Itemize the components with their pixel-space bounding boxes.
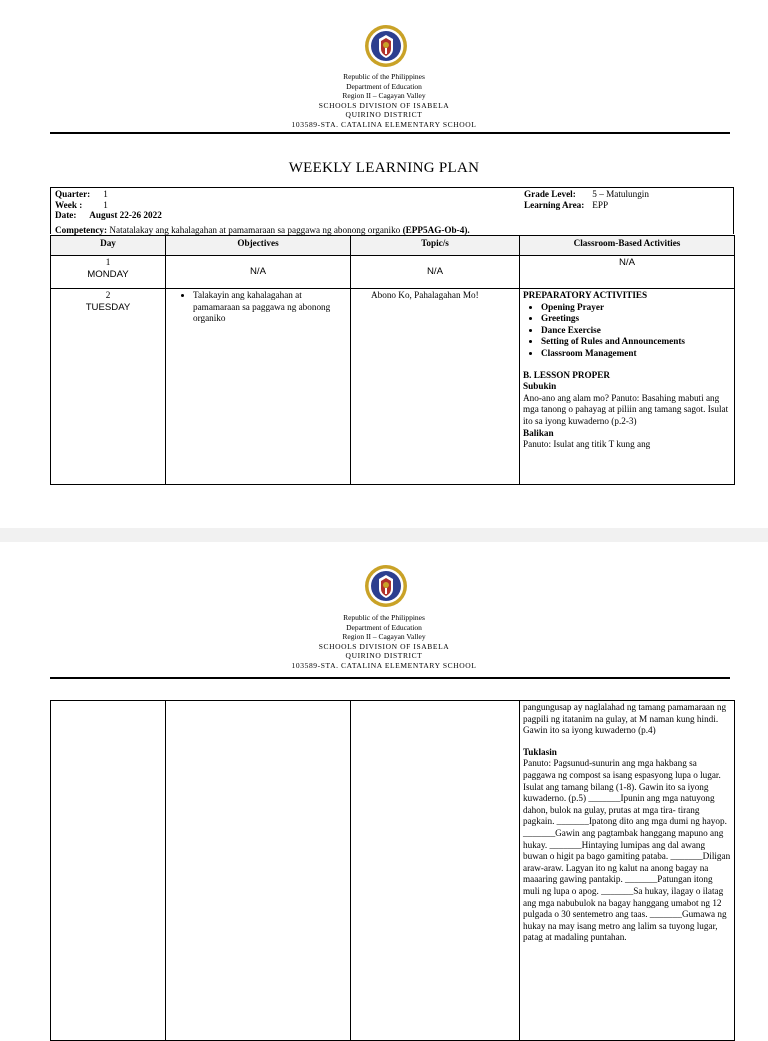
letterhead	[0, 72, 768, 130]
letterhead-line: QUIRINO DISTRICT	[345, 651, 423, 661]
letterhead-line: 103589-STA. CATALINA ELEMENTARY SCHOOL	[291, 119, 477, 129]
table-row	[51, 701, 735, 1041]
balikan-text: Panuto: Isulat ang titik T kung ang	[523, 439, 651, 450]
day-name: TUESDAY	[85, 301, 131, 313]
column-header: Classroom-Based Activities	[520, 236, 735, 256]
section-title: B. LESSON PROPER	[523, 369, 611, 380]
quarter-label: Quarter:	[55, 189, 91, 199]
plan-table-continued	[50, 700, 735, 1041]
letterhead-line: SCHOOLS DIVISION OF ISABELA	[318, 100, 450, 110]
letterhead	[0, 613, 768, 671]
list-item: • Classroom Management	[541, 348, 731, 360]
day-cell	[51, 256, 166, 289]
day-name: MONDAY	[87, 268, 129, 280]
letterhead-line: Department of Education	[346, 622, 422, 632]
quarter-value: 1	[103, 189, 108, 199]
letterhead-line: 103589-STA. CATALINA ELEMENTARY SCHOOL	[291, 660, 477, 670]
day-number: 2	[105, 290, 111, 300]
deped-seal-icon	[364, 24, 408, 68]
subsection-title: Tuklasin	[523, 746, 557, 757]
column-header: Objectives	[166, 236, 351, 256]
day-cell	[51, 289, 166, 485]
subsection-title: Balikan	[523, 427, 554, 438]
objectives-cell	[166, 701, 351, 1041]
table-row	[51, 289, 735, 485]
activities-cell: N/A	[520, 256, 735, 289]
column-header: Topic/s	[351, 236, 520, 256]
topic-cell	[351, 701, 520, 1041]
letterhead-line: Region II – Cagayan Valley	[342, 91, 426, 101]
date-label: Date:	[55, 210, 77, 221]
header-rule	[50, 677, 730, 679]
table-header-row	[51, 236, 735, 256]
letterhead-line: Department of Education	[346, 81, 422, 91]
week-label: Week :	[55, 199, 83, 210]
list-item: • Opening Prayer	[541, 302, 731, 314]
area-label: Learning Area:	[524, 199, 585, 210]
grade-value: 5 – Matulungin	[592, 189, 649, 199]
objectives-cell	[166, 289, 351, 485]
objective-item: • Talakayin ang kahalagahan at pamamaraan sa paggawa ng abonong organiko	[193, 290, 347, 325]
letterhead-line: Republic of the Philippines	[343, 72, 425, 81]
subsection-title: Subukin	[523, 381, 557, 392]
date-value: August 22-26 2022	[89, 210, 162, 221]
table-row	[51, 256, 735, 289]
letterhead-line: Republic of the Philippines	[343, 613, 425, 622]
area-value: EPP	[592, 199, 609, 210]
plan-table	[50, 235, 735, 485]
topic-cell	[351, 289, 520, 485]
letterhead-line: Region II – Cagayan Valley	[342, 632, 426, 642]
topic-text: Abono Ko, Pahalagahan Mo!	[371, 290, 479, 300]
competency-text: Natatalakay ang kahalagahan at pamamaraan sa paggawa ng abonong organiko	[109, 225, 401, 235]
deped-seal-icon	[364, 564, 408, 608]
week-value: 1	[103, 199, 108, 210]
subukin-text: Ano-ano ang alam mo? Panuto: Basahing mabuti ang mga tanong o pahayag at piliin ang tamang sagot. Isulat ito sa iyong kuwaderno (p.2-3)	[523, 392, 729, 426]
continued-text: pangungusap ay naglalahad ng tamang pamamaraan ng pagpili ng itatanim na gulay, at M naman kung hindi. Gawin ito sa iyong kuwaderno (p.4)	[523, 702, 727, 736]
section-title: PREPARATORY ACTIVITIES	[523, 290, 648, 300]
letterhead-line: QUIRINO DISTRICT	[345, 110, 423, 120]
column-header: Day	[51, 236, 166, 256]
letterhead-line: SCHOOLS DIVISION OF ISABELA	[318, 641, 450, 651]
topic-cell: N/A	[351, 256, 520, 289]
header-rule	[50, 132, 730, 134]
objectives-cell: N/A	[166, 256, 351, 289]
list-item: • Dance Exercise	[541, 325, 731, 337]
list-item: • Setting of Rules and Announcements	[541, 336, 731, 348]
tuklasin-text: Panuto: Pagsunud-sunurin ang mga hakbang sa paggawa ng compost sa isang espasyong lupa o lugar. Isulat ang tamang bilang (1-8). Gawin ito sa iyong kuwaderno. (p.5) _______Ipunin ang mga natuyong dahon, bulok na gulay, prutas at mga tira- tirang pagkain. _______Ipatong dito ang mga dumi ng hayop. _______Gawin ang pagtambak hanggang mapuno ang hukay. _______Hintaying lumipas ang dal awang buwan o higit pa bago gamiting pataba. _______Diligan araw-araw. Lagyan ito ng kalut na anong bagay na maaaring gawing pantakip. _______Patungan itong muli ng lupa o apog. _______Sa hukay, ilagay o ilatag ang mga nabubulok na bagay hanggang umabot ng 12 pulgada o 30 sentemetro ang taas. _______Gumawa ng hukay na may isang metro ang lalim sa tuyong lugar, patag at madaling puntahan.	[523, 758, 731, 943]
competency-label: Competency:	[55, 225, 108, 235]
activities-cell	[520, 701, 735, 1041]
day-number: 1	[105, 257, 111, 267]
competency-code: (EPP5AG-Ob-4).	[402, 225, 470, 235]
activities-cell	[520, 289, 735, 485]
grade-label: Grade Level:	[524, 189, 576, 199]
day-cell	[51, 701, 166, 1041]
plan-meta	[50, 187, 734, 234]
page-title: WEEKLY LEARNING PLAN	[288, 160, 480, 176]
list-item: • Greetings	[541, 313, 731, 325]
